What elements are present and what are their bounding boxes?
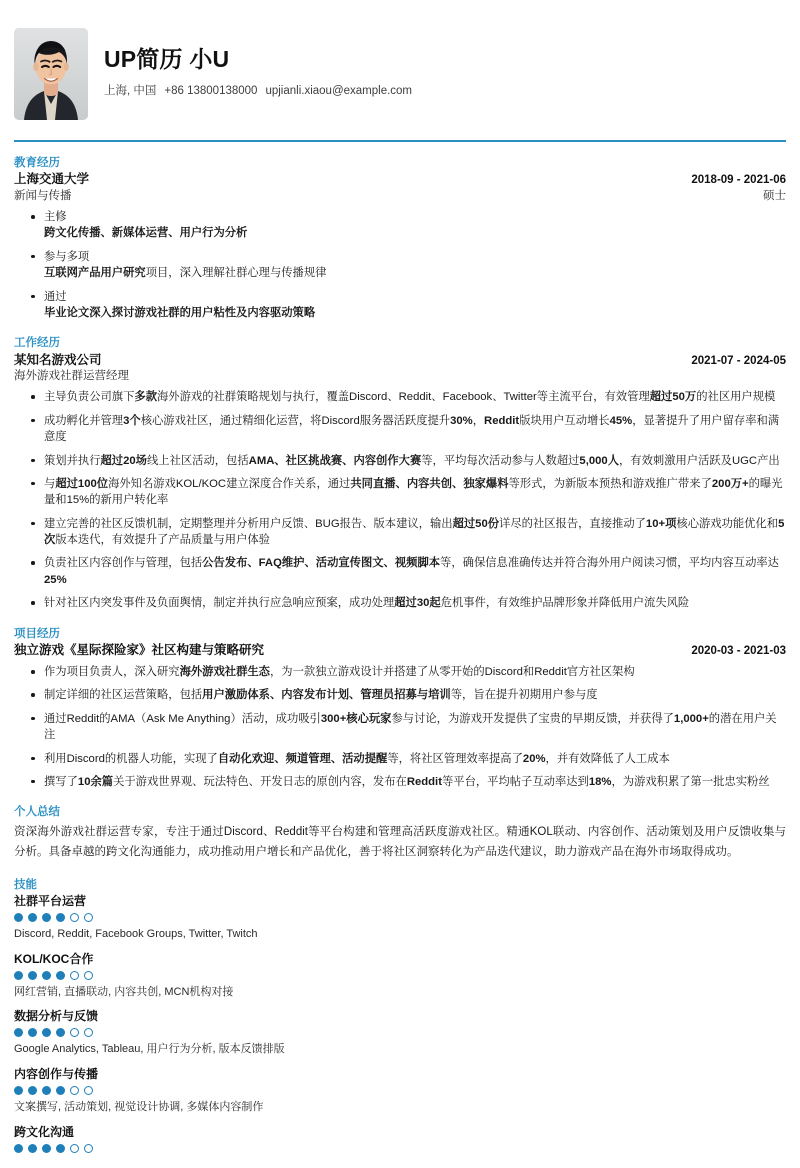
skill-dot-empty xyxy=(70,1028,79,1037)
skill-dot-filled xyxy=(42,1028,51,1037)
entry-role: 海外游戏社群运营经理 xyxy=(14,369,129,382)
entry-date-range: 2018-09 - 2021-06 xyxy=(691,174,786,187)
header-divider xyxy=(14,140,786,142)
contact-email[interactable]: upjianli.xiaou@example.com xyxy=(265,84,413,97)
bullet-item: 制定详细的社区运营策略，包括用户激励体系、内容发布计划、管理员招募与培训等，旨在提升初期用户参与度 xyxy=(14,687,786,703)
section-education xyxy=(14,156,786,321)
skill-dot-filled xyxy=(56,1086,65,1095)
skill-dot-filled xyxy=(28,1086,37,1095)
entry-bullet-list xyxy=(14,664,786,790)
bullet-item: 负责社区内容创作与管理，包括公告发布、FAQ维护、活动宣传图文、视频脚本等，确保信息准确传达并符合海外用户阅读习惯，平均内容互动率达25% xyxy=(14,555,786,588)
skill-dot-empty xyxy=(70,913,79,922)
entry-bullet-list xyxy=(14,209,786,321)
resume-header xyxy=(14,28,786,134)
entry-header-row xyxy=(14,642,786,659)
skill-dot-empty xyxy=(70,1144,79,1153)
skill-dot-filled xyxy=(56,913,65,922)
entry-organization: 某知名游戏公司 xyxy=(14,352,102,367)
skill-detail: 文案撰写, 活动策划, 视觉设计协调, 多媒体内容制作 xyxy=(14,1100,264,1113)
skill-detail: Google Analytics, Tableau, 用户行为分析, 版本反馈排版 xyxy=(14,1043,285,1056)
skill-item xyxy=(14,1066,786,1116)
skill-detail: Discord, Reddit, Facebook Groups, Twitter, Twitch xyxy=(14,927,258,940)
entry-organization: 上海交通大学 xyxy=(14,172,90,187)
entry-subheader-row xyxy=(14,189,786,205)
entry-degree: 硕士 xyxy=(763,189,786,202)
skill-dot-filled xyxy=(42,913,51,922)
section-heading: 项目经历 xyxy=(14,627,60,640)
bullet-item: 针对社区内突发事件及负面舆情，制定并执行应急响应预案，成功处理超过30起危机事件，有效维护品牌形象并降低用户流失风险 xyxy=(14,595,786,611)
entry-subheader-row xyxy=(14,369,786,385)
section-projects xyxy=(14,627,786,791)
section-summary xyxy=(14,805,786,862)
skill-detail: 网红营销, 直播联动, 内容共创, MCN机构对接 xyxy=(14,985,234,998)
contact-line xyxy=(104,84,786,100)
skill-dot-filled xyxy=(42,1086,51,1095)
skill-level-dots xyxy=(14,971,786,980)
skill-dot-filled xyxy=(14,971,23,980)
page-title: UP简历 小U xyxy=(104,46,230,72)
skill-dot-empty xyxy=(84,913,93,922)
entry-organization: 独立游戏《星际探险家》社区构建与策略研究 xyxy=(14,642,265,657)
skill-dot-filled xyxy=(14,913,23,922)
skill-dot-filled xyxy=(14,1086,23,1095)
experience-entry xyxy=(14,642,786,790)
experience-entry xyxy=(14,352,786,612)
section-skills xyxy=(14,878,786,1153)
skill-name: 内容创作与传播 xyxy=(14,1067,99,1082)
skill-dot-empty xyxy=(84,1144,93,1153)
profile-photo xyxy=(14,28,88,120)
skill-dot-filled xyxy=(56,1028,65,1037)
bullet-item: 通过 毕业论文深入探讨游戏社群的用户粘性及内容驱动策略 xyxy=(14,289,786,322)
sections-container xyxy=(14,156,786,1153)
skill-name: 社群平台运营 xyxy=(14,893,87,908)
skill-name: 跨文化沟通 xyxy=(14,1124,75,1139)
skill-level-dots xyxy=(14,1144,786,1153)
skill-dot-filled xyxy=(28,971,37,980)
skill-level-dots xyxy=(14,1086,786,1095)
bullet-item: 利用Discord的机器人功能，实现了自动化欢迎、频道管理、活动提醒等，将社区管理效率提高了20%，并有效降低了人工成本 xyxy=(14,751,786,767)
contact-location: 上海, 中国 xyxy=(104,84,157,97)
skill-item xyxy=(14,1008,786,1058)
summary-paragraph: 资深海外游戏社群运营专家，专注于通过Discord、Reddit等平台构建和管理高活跃度游戏社区。精通KOL联动、内容创作、活动策划及用户反馈收集与分析。具备卓越的跨文化沟通能力，成功推动用户增长和产品优化，善于将社区洞察转化为产品迭代建议，助力游戏产品在海外市场取得成功。 xyxy=(14,825,786,859)
section-heading: 工作经历 xyxy=(14,337,60,350)
skill-dot-empty xyxy=(70,1086,79,1095)
section-work xyxy=(14,336,786,611)
section-heading: 个人总结 xyxy=(14,806,60,819)
skill-dot-empty xyxy=(84,1028,93,1037)
bullet-item: 主修 跨文化传播、新媒体运营、用户行为分析 xyxy=(14,209,786,242)
skill-dot-filled xyxy=(14,1144,23,1153)
bullet-item: 通过Reddit的AMA（Ask Me Anything）活动，成功吸引300+核心玩家参与讨论，为游戏开发提供了宝贵的早期反馈，并获得了1,000+的潜在用户关注 xyxy=(14,711,786,744)
skill-level-dots xyxy=(14,1028,786,1037)
skill-level-dots xyxy=(14,913,786,922)
contact-phone[interactable]: +86 13800138000 xyxy=(164,84,258,97)
skill-name: 数据分析与反馈 xyxy=(14,1009,99,1024)
bullet-item: 撰写了10余篇关于游戏世界观、玩法特色、开发日志的原创内容，发布在Reddit等平台，平均帖子互动率达到18%，为游戏积累了第一批忠实粉丝 xyxy=(14,774,786,790)
skill-dot-filled xyxy=(42,1144,51,1153)
bullet-item: 主导负责公司旗下多款海外游戏的社群策略规划与执行，覆盖Discord、Reddit、Facebook、Twitter等主流平台，有效管理超过50万的社区用户规模 xyxy=(14,389,786,405)
bullet-item: 参与多项 互联网产品用户研究项目，深入理解社群心理与传播规律 xyxy=(14,249,786,282)
entry-bullet-list xyxy=(14,389,786,611)
skills-list xyxy=(14,893,786,1153)
bullet-item: 作为项目负责人，深入研究海外游戏社群生态，为一款独立游戏设计并搭建了从零开始的Discord和Reddit官方社区架构 xyxy=(14,664,786,680)
identity-block xyxy=(104,28,786,99)
section-heading: 技能 xyxy=(14,878,37,891)
bullet-item: 与超过100位海外知名游戏KOL/KOC建立深度合作关系，通过共同直播、内容共创、独家爆料等形式，为新版本预热和游戏推广带来了200万+的曝光量和15%的新用户转化率 xyxy=(14,476,786,509)
skill-dot-filled xyxy=(28,913,37,922)
skill-dot-empty xyxy=(84,971,93,980)
experience-entry xyxy=(14,171,786,321)
skill-dot-empty xyxy=(84,1086,93,1095)
skill-item xyxy=(14,951,786,1001)
bullet-item: 建立完善的社区反馈机制，定期整理并分析用户反馈、BUG报告、版本建议，输出超过50份详尽的社区报告，直接推动了10+项核心游戏功能优化和5次版本迭代，有效提升了产品质量与用户体验 xyxy=(14,516,786,549)
skill-item xyxy=(14,1124,786,1153)
entry-date-range: 2020-03 - 2021-03 xyxy=(691,644,786,657)
skill-dot-filled xyxy=(14,1028,23,1037)
skill-dot-filled xyxy=(42,971,51,980)
skill-dot-filled xyxy=(28,1144,37,1153)
entry-header-row xyxy=(14,352,786,369)
entry-date-range: 2021-07 - 2024-05 xyxy=(691,354,786,367)
skill-item xyxy=(14,893,786,943)
skill-dot-filled xyxy=(56,1144,65,1153)
skill-dot-filled xyxy=(56,971,65,980)
skill-dot-empty xyxy=(70,971,79,980)
bullet-item: 策划并执行超过20场线上社区活动，包括AMA、社区挑战赛、内容创作大赛等，平均每次活动参与人数超过5,000人，有效刺激用户活跃及UGC产出 xyxy=(14,453,786,469)
skill-name: KOL/KOC合作 xyxy=(14,951,94,966)
skill-dot-filled xyxy=(28,1028,37,1037)
entry-role: 新闻与传播 xyxy=(14,189,72,202)
entry-header-row xyxy=(14,171,786,188)
bullet-item: 成功孵化并管理3个核心游戏社区，通过精细化运营，将Discord服务器活跃度提升30%，Reddit版块用户互动增长45%，显著提升了用户留存率和满意度 xyxy=(14,413,786,446)
section-heading: 教育经历 xyxy=(14,157,60,169)
